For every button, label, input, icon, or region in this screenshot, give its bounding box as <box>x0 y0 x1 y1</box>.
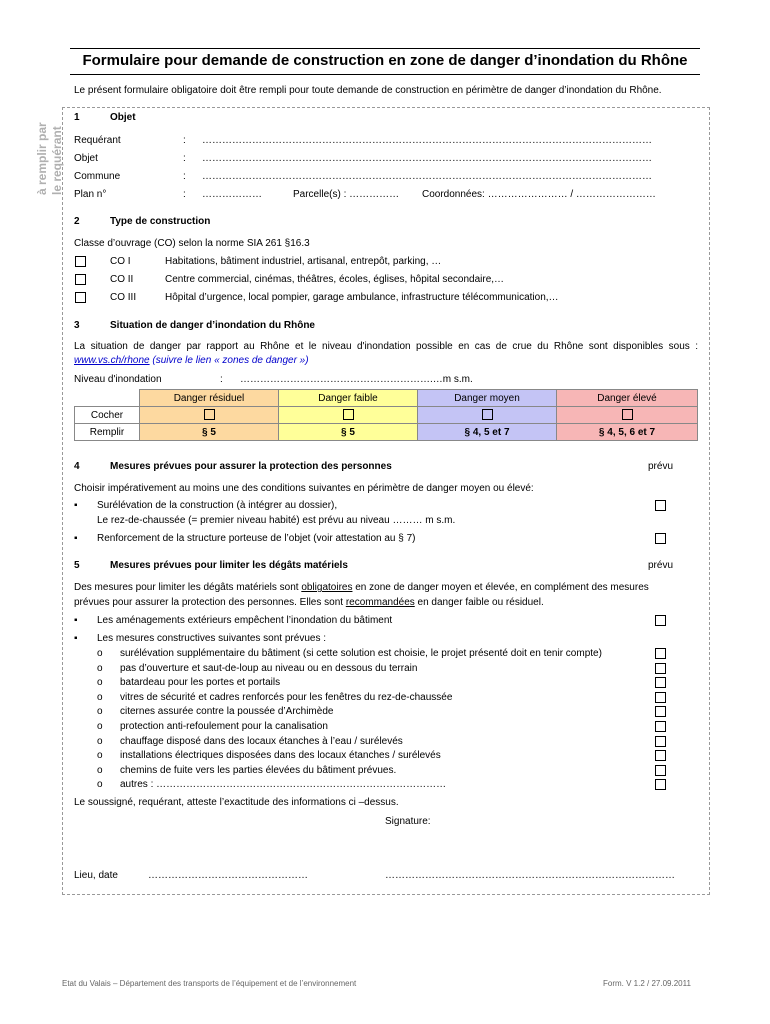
s5-heading: Mesures prévues pour limiter les dégâts matériels <box>110 560 348 571</box>
measure-item-label: surélévation supplémentaire du bâtiment (si cette solution est choisie, le projet présenté doit en tenir compte) <box>120 648 602 659</box>
measure-item-checkbox[interactable] <box>655 692 666 703</box>
s1-colon: : <box>183 189 186 200</box>
title-top-rule <box>70 48 700 49</box>
sub-bullet-icon: o <box>97 648 103 659</box>
s5-amenagements: Les aménagements extérieurs empêchent l’inondation du bâtiment <box>97 615 393 626</box>
danger-table <box>74 389 698 441</box>
s5-p2a: prévues pour assurer la protection des personnes. Elles sont <box>74 597 346 608</box>
sub-bullet-icon: o <box>97 765 103 776</box>
s3-number: 3 <box>74 320 80 331</box>
s4-heading: Mesures prévues pour assurer la protection des personnes <box>110 461 392 472</box>
sub-bullet-icon: o <box>97 750 103 761</box>
measure-item-checkbox[interactable] <box>655 750 666 761</box>
niveau-label: Niveau d'inondation <box>74 374 162 385</box>
cocher-cell-residuel <box>140 407 279 424</box>
requerant-field[interactable]: ……………………………………………………………………………………………………………………… <box>202 135 652 146</box>
s3-link-row <box>74 355 309 366</box>
side-label-line2: le requérant <box>50 126 64 195</box>
cocher-cell-faible <box>279 407 418 424</box>
s4-intro: Choisir impérativement au moins une des conditions suivantes en périmètre de danger moyen ou élevé: <box>74 483 534 494</box>
co1-checkbox[interactable] <box>75 256 86 267</box>
s5-recommandees: recommandées <box>345 597 415 608</box>
s1-colon: : <box>183 171 186 182</box>
plan-field[interactable]: ……………… <box>202 189 262 200</box>
danger-table-remplir-row <box>75 424 698 441</box>
s1-label-commune: Commune <box>74 171 121 182</box>
header-danger-moyen: Danger moyen <box>418 390 557 407</box>
co3-desc: Hôpital d’urgence, local pompier, garage ambulance, infrastructure télécommunication,… <box>165 292 559 303</box>
header-danger-residuel: Danger résiduel <box>140 390 279 407</box>
cocher-cell-moyen <box>418 407 557 424</box>
remplir-moyen: § 4, 5 et 7 <box>418 424 557 441</box>
sub-bullet-icon: o <box>97 706 103 717</box>
bullet-icon: ▪ <box>74 633 78 644</box>
rhone-link-note: (suivre le lien « zones de danger ») <box>152 355 309 366</box>
s1-label-plan: Plan n° <box>74 189 107 200</box>
co2-desc: Centre commercial, cinémas, théâtres, écoles, églises, hôpital secondaire,… <box>165 274 505 285</box>
remplir-faible: § 5 <box>279 424 418 441</box>
measure-item-checkbox[interactable] <box>655 779 666 790</box>
co3-checkbox[interactable] <box>75 292 86 303</box>
title-bottom-rule <box>70 74 700 75</box>
s5-mesures-constructives: Les mesures constructives suivantes sont prévues : <box>97 633 326 644</box>
s3-paragraph: La situation de danger par rapport au Rhône et le niveau d'inondation possible en cas de crue du Rhône sont disponibles sous : <box>74 341 698 352</box>
footer-form-version: Form. V 1.2 / 27.09.2011 <box>603 979 691 988</box>
measure-item-label: citernes assurée contre la poussée d’Archimède <box>120 706 334 717</box>
row-label-cocher: Cocher <box>75 407 140 424</box>
s5-obligatoires: obligatoires <box>301 582 353 593</box>
sub-bullet-icon: o <box>97 663 103 674</box>
sub-bullet-icon: o <box>97 779 103 790</box>
sub-bullet-icon: o <box>97 677 103 688</box>
s1-heading: Objet <box>110 112 136 123</box>
header-danger-eleve: Danger élevé <box>557 390 698 407</box>
s5-number: 5 <box>74 560 80 571</box>
s1-colon: : <box>183 135 186 146</box>
bullet-icon: ▪ <box>74 533 78 544</box>
s5-paragraph-line2 <box>74 597 544 608</box>
measure-item-label: batardeau pour les portes et portails <box>120 677 281 688</box>
coordonnees-field[interactable]: Coordonnées: …………………… / …………………… <box>422 189 656 200</box>
measure-item-checkbox[interactable] <box>655 721 666 732</box>
measure-item-label: chemins de fuite vers les parties élevées du bâtiment prévues. <box>120 765 397 776</box>
danger-table-cocher-row <box>75 407 698 424</box>
s2-heading: Type de construction <box>110 216 211 227</box>
niveau-colon: : <box>220 374 223 385</box>
cocher-cell-eleve <box>557 407 698 424</box>
sub-bullet-icon: o <box>97 736 103 747</box>
sub-bullet-icon: o <box>97 721 103 732</box>
s2-number: 2 <box>74 216 80 227</box>
danger-table-header-row <box>75 390 698 407</box>
s5-paragraph-line1 <box>74 582 649 593</box>
side-label <box>18 118 68 198</box>
s5-p1b: en zone de danger moyen et élevée, en complément des mesures <box>352 582 649 593</box>
co1-code: CO I <box>110 256 131 267</box>
measure-item-label: vitres de sécurité et cadres renforcés pour les fenêtres du rez-de-chaussée <box>120 692 453 703</box>
s2-classe-text: Classe d’ouvrage (CO) selon la norme SIA 261 §16.3 <box>74 238 310 249</box>
niveau-field[interactable]: ………………………………………………….…m s.m. <box>240 374 473 385</box>
measure-item-label: installations électriques disposées dans des locaux étanches / surélevés <box>120 750 441 761</box>
lieu-date-field[interactable]: ………………………………………… <box>148 870 308 881</box>
s5-p1a: Des mesures pour limiter les dégâts matériels sont <box>74 582 302 593</box>
s4-surelevation: Surélévation de la construction (à intégrer au dossier), <box>97 500 338 511</box>
s1-label-requerant: Requérant <box>74 135 121 146</box>
danger-residuel-checkbox[interactable] <box>204 409 215 420</box>
amenagements-checkbox[interactable] <box>655 615 666 626</box>
sub-bullet-icon: o <box>97 692 103 703</box>
page-title: Formulaire pour demande de construction en zone de danger d’inondation du Rhône <box>82 52 688 69</box>
commune-field[interactable]: ……………………………………………………………………………………………………………………… <box>202 171 652 182</box>
s5-prevu-label: prévu <box>648 560 674 571</box>
danger-table-corner <box>75 390 140 407</box>
measure-item-checkbox[interactable] <box>655 736 666 747</box>
co1-desc: Habitations, bâtiment industriel, artisanal, entrepôt, parking, … <box>165 256 442 267</box>
s4-renforcement: Renforcement de la structure porteuse de l’objet (voir attestation au § 7) <box>97 533 416 544</box>
danger-moyen-checkbox[interactable] <box>482 409 493 420</box>
side-label-line1: à remplir par <box>35 122 49 195</box>
row-label-remplir: Remplir <box>75 424 140 441</box>
lieu-date-label: Lieu, date <box>74 870 118 881</box>
measure-item-checkbox[interactable] <box>655 765 666 776</box>
measure-item-label: pas d’ouverture et saut-de-loup au niveau ou en dessous du terrain <box>120 663 418 674</box>
s3-heading: Situation de danger d’inondation du Rhône <box>110 320 315 331</box>
danger-eleve-checkbox[interactable] <box>622 409 633 420</box>
bullet-icon: ▪ <box>74 500 78 511</box>
remplir-residuel: § 5 <box>140 424 279 441</box>
parcelle-field[interactable]: Parcelle(s) : …………… <box>293 189 400 200</box>
measure-item-checkbox[interactable] <box>655 706 666 717</box>
measure-item-checkbox[interactable] <box>655 648 666 659</box>
s5-p2b: en danger faible ou résiduel. <box>414 597 544 608</box>
measure-item-checkbox[interactable] <box>655 663 666 674</box>
footer-department: Etat du Valais – Département des transports de l’équipement et de l’environnement <box>62 979 357 988</box>
measure-item-label: protection anti-refoulement pour la canalisation <box>120 721 328 732</box>
s1-number: 1 <box>74 112 80 123</box>
attestation-text: Le soussigné, requérant, atteste l’exactitude des informations ci –dessus. <box>74 797 399 808</box>
bullet-icon: ▪ <box>74 615 78 626</box>
measure-item-checkbox[interactable] <box>655 677 666 688</box>
s1-colon: : <box>183 153 186 164</box>
co3-code: CO III <box>110 292 137 303</box>
danger-faible-checkbox[interactable] <box>343 409 354 420</box>
signature-field[interactable]: …………………………………………………………………………… <box>385 870 675 881</box>
measure-item-label: chauffage disposé dans des locaux étanches à l’eau / surélevés <box>120 736 403 747</box>
remplir-eleve: § 4, 5, 6 et 7 <box>557 424 698 441</box>
header-danger-faible: Danger faible <box>279 390 418 407</box>
s1-label-objet: Objet <box>74 153 98 164</box>
renforcement-checkbox[interactable] <box>655 533 666 544</box>
signature-label: Signature: <box>385 816 431 827</box>
surelevation-checkbox[interactable] <box>655 500 666 511</box>
objet-field[interactable]: ……………………………………………………………………………………………………………………… <box>202 153 652 164</box>
s4-prevu-label: prévu <box>648 461 674 472</box>
co2-code: CO II <box>110 274 134 285</box>
s4-number: 4 <box>74 461 80 472</box>
intro-text: Le présent formulaire obligatoire doit être rempli pour toute demande de construction en périmètre de danger d’inondation du Rhône. <box>74 85 662 96</box>
measure-item-label: autres : …………………………………………………………………………… <box>120 779 447 790</box>
s4-rez-chaussee: Le rez-de-chaussée (= premier niveau habité) est prévu au niveau ……… m s.m. <box>97 515 456 526</box>
rhone-link[interactable]: www.vs.ch/rhone <box>74 355 150 366</box>
co2-checkbox[interactable] <box>75 274 86 285</box>
